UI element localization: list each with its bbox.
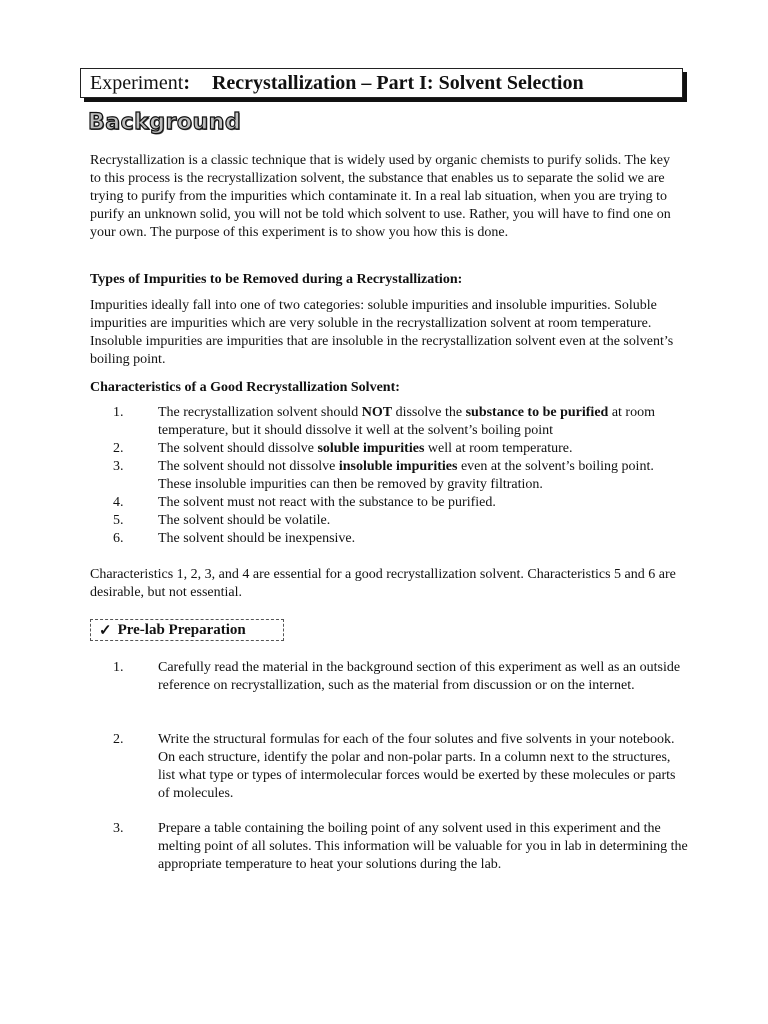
list-text: The recrystallization solvent should NOT dissolve the substance to be purified at room temperature, but it should dissolve it well at the solvent’s boiling point xyxy=(158,405,655,438)
list-text: The solvent must not react with the substance to be purified. xyxy=(158,495,496,510)
list-number: 3. xyxy=(113,459,124,474)
list-number: 1. xyxy=(113,405,124,420)
list-item xyxy=(90,494,690,512)
page-title: Recrystallization – Part I: Solvent Selection xyxy=(211,71,584,94)
list-number: 6. xyxy=(113,531,124,546)
list-text: The solvent should be inexpensive. xyxy=(158,531,356,546)
list-text: Write the structural formulas for each of the four solutes and five solvents in your notebook. On each structure, identify the polar and non-polar parts. In a column next to the structures, list what type or types of intermolecular forces would be exerted by these molecules or parts of molecules. xyxy=(158,732,676,801)
list-number: 5. xyxy=(113,513,124,528)
list-number: 2. xyxy=(113,732,124,747)
list-number: 4. xyxy=(113,495,124,510)
prelab-heading-box xyxy=(90,619,284,641)
prelab-item xyxy=(90,731,690,803)
list-text: Prepare a table containing the boiling point of any solvent used in this experiment and the melting point of all solutes. This information will be valuable for you in lab in determining the appropriate temperature to heat your solutions during the lab. xyxy=(158,821,688,872)
list-text: The solvent should not dissolve insoluble impurities even at the solvent’s boiling point. These insoluble impurities can then be removed by gravity filtration. xyxy=(158,459,654,492)
list-item xyxy=(90,440,690,458)
prelab-item xyxy=(90,659,690,695)
list-text: The solvent should dissolve soluble impurities well at room temperature. xyxy=(158,441,573,456)
impurities-paragraph: Impurities ideally fall into one of two categories: soluble impurities and insoluble impurities. Soluble impurities are impurities which are very soluble in the recrystallization solvent at room temperature. Insoluble impurities are impurities that are insoluble in the recrystallization solvent even at the solvent’s boiling point. xyxy=(90,298,674,367)
list-item xyxy=(90,530,690,548)
characteristics-note: Characteristics 1, 2, 3, and 4 are essential for a good recrystallization solvent. Characteristics 5 and 6 are desirable, but not essential. xyxy=(90,567,676,600)
prelab-item xyxy=(90,820,690,874)
list-number: 3. xyxy=(113,821,124,836)
list-number: 2. xyxy=(113,441,124,456)
list-item xyxy=(90,512,690,530)
prelab-heading: Pre-lab Preparation xyxy=(117,621,246,638)
title-colon: : xyxy=(183,71,190,94)
intro-paragraph: Recrystallization is a classic technique that is widely used by organic chemists to purify solids. The key to this process is the recrystallization solvent, the substance that enables us to separate the solid we are trying to purify from the impurities which contaminate it. In a real lab situation, when you are trying to purify an unknown solid, you will not be told which solvent to use. Rather, you will have to find one on your own. The purpose of this experiment is to show you how this is done. xyxy=(90,153,671,240)
title-label: Experiment xyxy=(90,71,184,94)
background-heading: Background xyxy=(88,110,242,135)
list-item xyxy=(90,458,690,494)
list-item xyxy=(90,404,690,440)
list-number: 1. xyxy=(113,660,124,675)
list-text: Carefully read the material in the background section of this experiment as well as an outside reference on recrystallization, such as the material from discussion or on the internet. xyxy=(158,660,681,693)
characteristics-list xyxy=(90,404,690,548)
list-text: The solvent should be volatile. xyxy=(158,513,331,528)
impurities-heading: Types of Impurities to be Removed during a Recrystallization: xyxy=(90,272,463,287)
experiment-title-box xyxy=(80,68,683,98)
characteristics-heading: Characteristics of a Good Recrystallization Solvent: xyxy=(90,380,400,395)
checkmark-icon: ✓ xyxy=(99,622,112,639)
